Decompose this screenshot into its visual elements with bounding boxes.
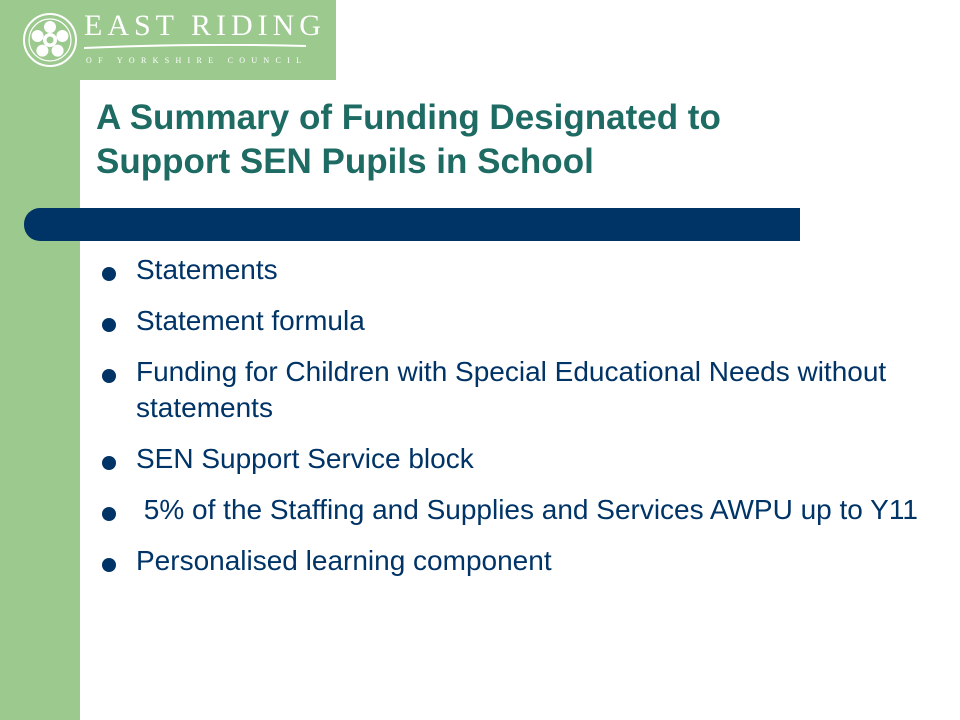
slide-title <box>96 96 916 184</box>
bullet-dot-icon <box>102 267 116 281</box>
logo-swoosh-rule <box>84 44 306 49</box>
list-item-text: SEN Support Service block <box>136 443 474 474</box>
bullet-dot-icon <box>102 558 116 572</box>
bullet-dot-icon <box>102 456 116 470</box>
list-item-text: Funding for Children with Special Educational Needs without statements <box>136 356 887 423</box>
list-item-text: Personalised learning component <box>136 545 552 576</box>
logo-text-council: OF YORKSHIRE COUNCIL <box>86 56 308 65</box>
slide-title-line: Support SEN Pupils in School <box>96 142 594 181</box>
list-item <box>100 543 920 579</box>
list-item-text: Statements <box>136 254 278 285</box>
left-sidebar-stripe <box>0 0 80 720</box>
list-item-text: Statement formula <box>136 305 365 336</box>
slide-title-line: A Summary of Funding Designated to <box>96 98 721 137</box>
list-item <box>100 252 920 288</box>
list-item <box>100 441 920 477</box>
title-underline-bar <box>24 208 800 241</box>
list-item-text: 5% of the Staffing and Supplies and Services AWPU up to Y11 <box>136 494 918 525</box>
bullet-dot-icon <box>102 507 116 521</box>
bullet-dot-icon <box>102 318 116 332</box>
council-logo <box>0 0 336 80</box>
list-item <box>100 354 920 426</box>
list-item <box>100 492 920 528</box>
logo-text-east-riding: EAST RIDING <box>84 9 326 42</box>
bullet-list <box>100 252 920 594</box>
bullet-dot-icon <box>102 369 116 383</box>
rose-emblem-icon <box>22 12 78 68</box>
list-item <box>100 303 920 339</box>
